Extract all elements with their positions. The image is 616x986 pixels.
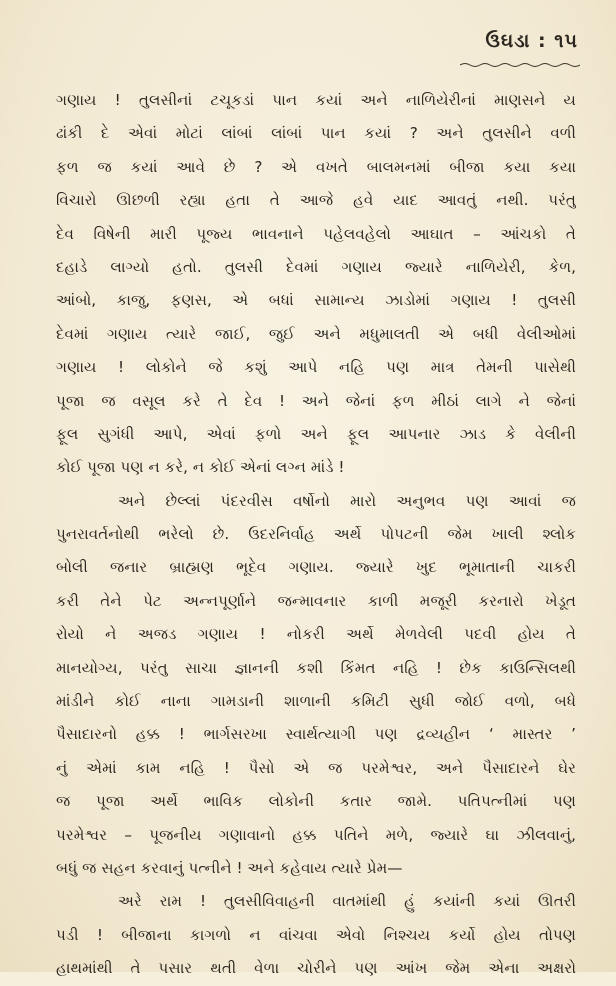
text-line: પુનરાવર્તનોથી ભરેલો છે. ઉદરનિર્વાહ અર્થે પોપટની જેમ ખાલી શ્લોક <box>56 525 576 544</box>
text-line: જ પૂજા અર્થે ભાવિક લોકોની કતાર જામે. પતિપત્નીમાં પણ <box>56 792 576 811</box>
text-line: કરી તેને પેટ અન્નપૂર્ણાને જન્માવનાર કાળી મજૂરી કરનારો ખેડૂત <box>56 591 576 610</box>
text-line: હાથમાંથી તે પસાર થતી વેળા ચોરીને પણ આંખ જેમ એના અક્ષરો <box>56 959 576 978</box>
text-line: આંબો, કાજુ, ફણસ, એ બધાં સામાન્ય ઝાડોમાં ગણાય ! તુલસી <box>56 291 576 310</box>
text-line: નું એમાં કામ નહિ ! પૈસો એ જ પરમેશ્વર, અને પૈસાદારને ઘેર <box>56 758 576 777</box>
paragraph-first-line: અરે રામ ! તુલસીવિવાહની વાતમાંથી હું કયાંની કયાં ઊતરી <box>118 892 576 911</box>
text-line: માનયોગ્ય, પરંતુ સાચા જ્ઞાનની કશી કિંમત નહિ ! છેક કાઉન્સિલથી <box>56 658 576 677</box>
text-line: દેવમાં ગણાય ત્યારે જાઈ, જુઈ અને મધુમાલતી એ બધી વેલીઓમાં <box>56 324 576 343</box>
text-line: બોલી જનાર બ્રાહ્મણ ભૂદેવ ગણાય. જ્યારે ખુદ ભૂમાતાની ચાકરી <box>56 558 576 577</box>
text-line: વિચારો ઊછળી રહ્યા હતા તે આજે હવે યાદ આવતું નથી. પરંતુ <box>56 191 576 210</box>
text-line: દહાડે લાગ્યો હતો. તુલસી દેવમાં ગણાય જ્યારે નાળિયેરી, કેળ, <box>56 257 576 276</box>
running-header: ઉઘડા : ૧૫ <box>485 30 578 52</box>
text-line: ગણાય ! લોકોને જે કશું આપે નહિ પણ માત્ર તેમની પાસેથી <box>56 358 576 377</box>
text-line: રોયો ને અજડ ગણાય ! નોકરી અર્થે મેળવેલી પદવી હોય તે <box>56 625 576 644</box>
text-line: કોઈ પૂજા પણ ન કરે, ન કોઈ એનાં લગ્ન માંડે ! <box>56 458 345 477</box>
text-line: ફૂલ સુગંધી આપે, એવાં ફળો અને ફૂલ આપનાર ઝાડ કે વેલીની <box>56 424 576 443</box>
paragraph-first-line: અને છેલ્લાં પંદરવીસ વર્ષોનો મારો અનુભવ પણ આવાં જ <box>118 491 576 510</box>
text-line: પૈસાદારનો હક્ક ! ભાર્ગસરખા સ્વાર્થત્યાગી પણ દ્રવ્યહીન ‘ માસ્તર ’ <box>56 725 576 744</box>
body-text <box>56 84 576 986</box>
header-ornament-rule <box>460 62 580 68</box>
text-line: ગણાય ! તુલસીનાં ટચૂકડાં પાન કયાં અને નાળિયેરીનાં માણસને ય <box>56 91 576 109</box>
text-line: દેવ વિષેની મારી પૂજ્ય ભાવનાને પહેલવહેલો આઘાત – આંચકો તે <box>56 224 576 243</box>
text-line: પૂજા જ વસૂલ કરે તે દેવ ! અને જેનાં ફળ મીઠાં લાગે ને જેનાં <box>56 391 576 410</box>
text-line: ફળ જ કયાં આવે છે ? એ વખતે બાલમનમાં બીજા કયા કયા <box>56 157 576 176</box>
text-line: માંડીને કોઈ નાના ગામડાની શાળાની કમિટી સુધી જોઈ વળો, બધે <box>56 692 576 711</box>
text-line: બધું જ સહન કરવાનું પત્નીને ! અને કહેવાય ત્યારે પ્રેમ— <box>56 858 403 877</box>
text-line: ઢાંકી દે એવાં મોટાં લાંબાં લાંબાં પાન કયાં ? અને તુલસીને વળી <box>56 124 576 143</box>
text-line: પડી ! બીજાના કાગળો ન વાંચવા એવો નિશ્ચય કર્યો હોય તોપણ <box>56 925 576 944</box>
text-line: પરમેશ્વર – પૂજનીય ગણાવાનો હક્ક પતિને મળે, જ્યારે ઘા ઝીલવાનું, <box>56 825 576 844</box>
